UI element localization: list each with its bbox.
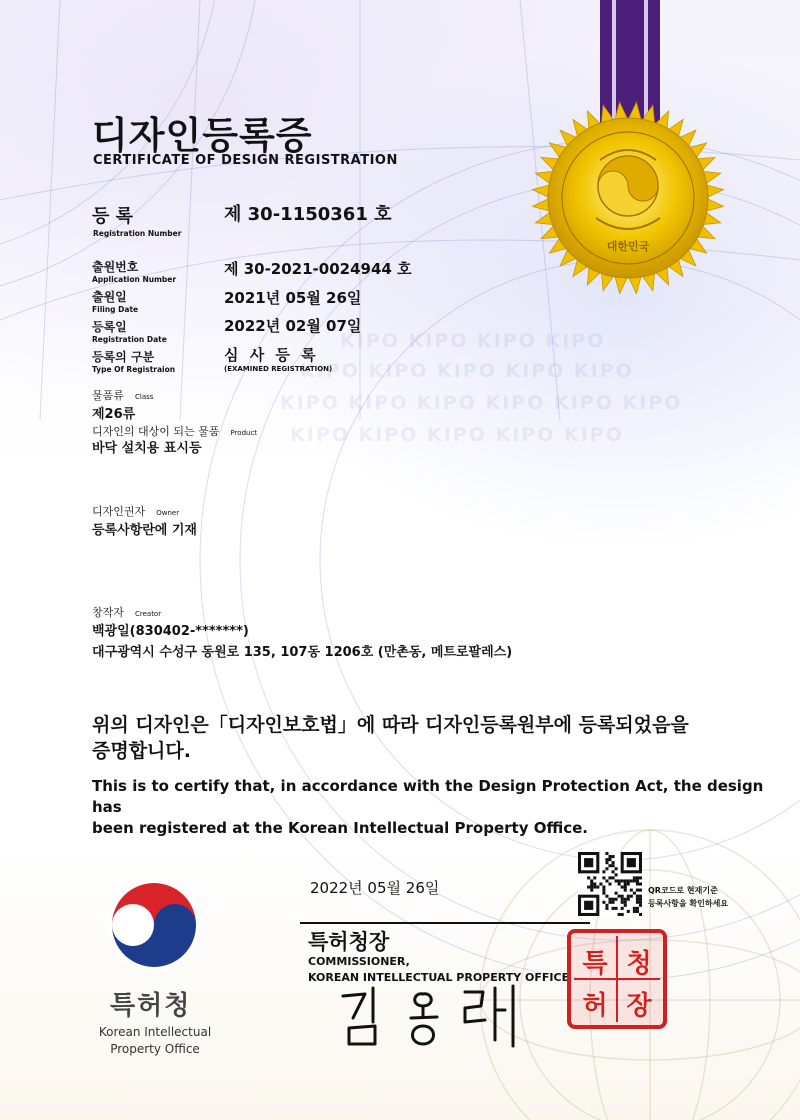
owner-value: 등록사항란에 기재 — [92, 523, 197, 538]
field-value: 2021년 05월 26일 — [224, 289, 362, 307]
office-name-ko: 특허청 — [110, 991, 192, 1021]
registration-label-en: Registration Number — [93, 229, 182, 238]
field-value: 심 사 등 록 — [224, 346, 319, 364]
class-label: 물품류 — [92, 389, 124, 402]
creator-label-row — [92, 601, 161, 620]
watermark: KIPO KIPO KIPO KIPO KIPO — [290, 424, 624, 446]
owner-label-row — [92, 500, 179, 519]
field-label-en: Filing Date — [92, 305, 139, 314]
svg-text:허: 허 — [582, 991, 608, 1021]
qr-code[interactable] — [578, 852, 642, 916]
field-registration-date — [92, 318, 167, 344]
divider — [300, 922, 590, 924]
field-label-en: Application Number — [92, 275, 177, 284]
field-label: 출원일 — [92, 290, 127, 304]
qr-note-line: QR코드로 현재기준 — [648, 886, 718, 895]
creator-name: 백광일(830402-*******) — [92, 624, 249, 639]
field-filing-date — [92, 288, 138, 314]
creator-address: 대구광역시 수성구 동원로 135, 107동 1206호 (만촌동, 메트로팔레스) — [92, 645, 513, 660]
class-label-row — [92, 384, 153, 403]
field-label: 등록의 구분 — [92, 350, 155, 364]
field-value: 제 30-2021-0024944 호 — [224, 260, 412, 278]
class-label-en: Class — [134, 393, 154, 401]
document-subtitle: CERTIFICATE OF DESIGN REGISTRATION — [93, 153, 398, 168]
field-label: 출원번호 — [92, 260, 139, 274]
creator-label-en: Creator — [134, 610, 162, 618]
field-value-sub: (EXAMINED REGISTRATION) — [224, 365, 333, 373]
issue-date: 2022년 05월 26일 — [310, 879, 440, 897]
gold-seal — [530, 100, 726, 296]
svg-text:청: 청 — [626, 949, 652, 979]
product-value: 바닥 설치용 표시등 — [92, 441, 202, 456]
field-registration-type — [92, 348, 175, 374]
office-name-en-line: Property Office — [110, 1042, 200, 1056]
watermark: KIPO KIPO KIPO KIPO KIPO KIPO — [280, 392, 683, 414]
creator-label: 창작자 — [92, 606, 124, 619]
commissioner-title-en-line: KOREAN INTELLECTUAL PROPERTY OFFICE — [308, 971, 570, 984]
office-name-en — [88, 1024, 222, 1058]
qr-note-line: 등록사항을 확인하세요 — [648, 899, 729, 908]
office-name-en-line: Korean Intellectual — [98, 1025, 212, 1039]
field-label-en: Type Of Registraion — [92, 365, 176, 374]
product-label: 디자인의 대상이 되는 물품 — [92, 425, 220, 438]
watermark: KIPO KIPO KIPO KIPO — [340, 330, 606, 352]
official-stamp — [566, 928, 668, 1030]
field-label: 등록일 — [92, 320, 127, 334]
certification-en-line: This is to certify that, in accordance with the Design Protection Act, the design has — [92, 777, 764, 816]
owner-label: 디자인권자 — [92, 505, 146, 518]
certification-ko-line: 증명합니다. — [92, 740, 191, 762]
commissioner-title-ko: 특허청장 — [308, 930, 390, 954]
product-label-en: Product — [230, 429, 258, 437]
svg-text:장: 장 — [626, 991, 652, 1021]
kipo-logo — [106, 877, 202, 973]
qr-note — [648, 884, 728, 910]
registration-number: 제 30-1150361 호 — [224, 204, 392, 225]
class-value: 제26류 — [92, 407, 136, 422]
certification-en — [92, 776, 772, 839]
field-value-group — [224, 344, 332, 373]
field-label-en: Registration Date — [92, 335, 167, 344]
certification-ko-line: 위의 디자인은「디자인보호법」에 따라 디자인등록원부에 등록되었음을 — [92, 714, 689, 736]
field-value: 2022년 02월 07일 — [224, 317, 362, 335]
owner-label-en: Owner — [156, 509, 180, 517]
commissioner-signature — [335, 982, 535, 1050]
registration-label: 등 록 — [92, 206, 134, 227]
document-title: 디자인등록증 — [92, 114, 313, 157]
field-application-number — [92, 258, 176, 284]
seal-text: 대한민국 — [606, 240, 650, 253]
commissioner-title-en-line: COMMISSIONER, — [308, 955, 410, 968]
certification-en-line: been registered at the Korean Intellectual Property Office. — [92, 819, 588, 837]
svg-text:특: 특 — [582, 949, 608, 979]
watermark: KIPO KIPO KIPO KIPO KIPO — [300, 360, 634, 382]
certification-ko — [92, 712, 772, 764]
